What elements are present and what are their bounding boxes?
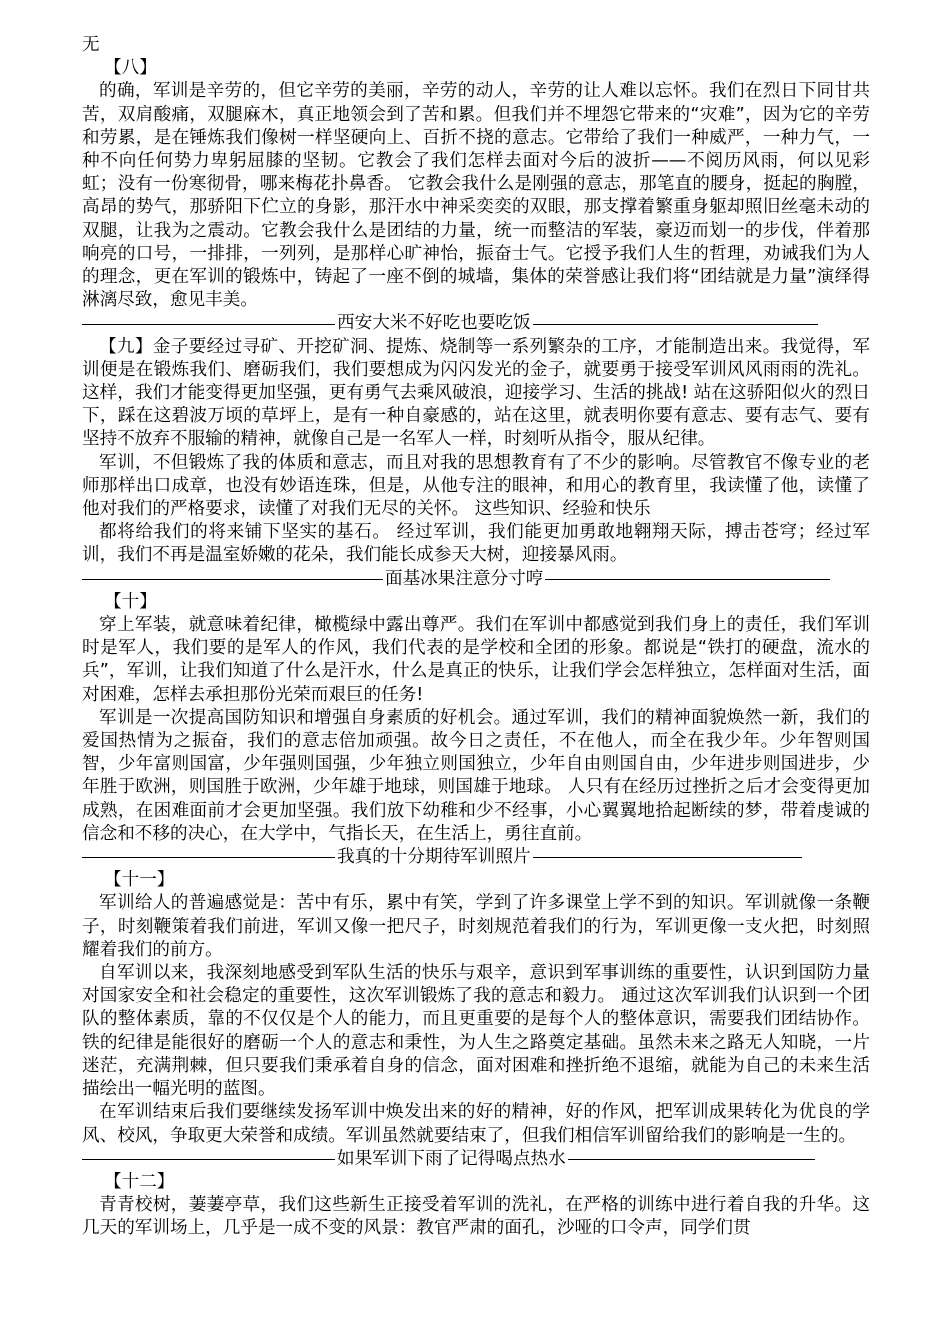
- section-12-heading: 【十二】: [104, 1171, 175, 1192]
- divider-4-text: 如果军训下雨了记得喝点热水: [337, 1148, 566, 1169]
- divider-rule-right: [568, 1159, 815, 1160]
- section-9-paragraph-2: 军训，不但锻炼了我的体质和意志，而且对我的思想教育有了不少的影响。尽管教官不像专业的老师那样出口成章，也没有妙语连珠，但是，从他专注的眼神，和用心的教育里，我读懂了他，读懂了他对我们的严格要求，读懂了对我们无尽的关怀。 这些知识、经验和快乐: [82, 452, 870, 520]
- divider-3: [82, 846, 870, 869]
- section-9-paragraph-1: 金子要经过寻矿、开挖矿洞、提炼、烧制等一系列繁杂的工序，才能制造出来。我觉得，军训便是在锻炼我们、磨砺我们，我们要想成为闪闪发光的金子，就要勇于接受军训风风雨雨的洗礼。这样，我们才能变得更加坚强，更有勇气去乘风破浪，迎接学习、生活的挑战! 站在这骄阳似火的烈日下，踩在这碧波万顷的草坪上，是有一种自豪感的，站在这里，就表明你要有意志、要有志气、要有坚持不放弃不服输的精神，就像自己是一名军人一样，时刻听从指令，服从纪律。: [82, 336, 870, 450]
- section-11-paragraph-2: 自军训以来，我深刻地感受到军队生活的快乐与艰辛，意识到军事训练的重要性，认识到国防力量对国家安全和社会稳定的重要性，这次军训锻炼了我的意志和毅力。 通过这次军训我们认识到一个团队的整体素质，靠的不仅仅是个人的能力，而且更重要的是每个人的整体意识，需要我们团结协作。 铁的纪律是能很好的磨砺一个人的意志和秉性，为人生之路奠定基础。虽然未来之路无人知晓，一片迷茫，充满荆棘，但只要我们秉承着自身的信念，面对困难和挫折绝不退缩，就能为自己的未来生活描绘出一幅光明的蓝图。: [82, 963, 870, 1100]
- section-11-paragraph-3: 在军训结束后我们要继续发扬军训中焕发出来的好的精神，好的作风，把军训成果转化为优良的学风、校风，争取更大荣誉和成绩。军训虽然就要结束了，但我们相信军训留给我们的影响是一生的。: [82, 1102, 870, 1146]
- section-10-paragraph-2: 军训是一次提高国防知识和增强自身素质的好机会。通过军训，我们的精神面貌焕然一新，我们的爱国热情为之振奋，我们的意志倍加顽强。故今日之责任，不在他人，而全在我少年。少年智则国智，少年富则国富，少年强则国强，少年独立则国独立，少年自由则国自由，少年进步则国进步，少年胜于欧洲，则国胜于欧洲，少年雄于地球，则国雄于地球。 人只有在经历过挫折之后才会变得更加成熟，在困难面前才会更加坚强。我们放下幼稚和少不经事，小心翼翼地拾起断续的梦，带着虔诚的信念和不移的决心，在大学中，气指长天，在生活上，勇往直前。: [82, 707, 870, 844]
- divider-3-text: 我真的十分期待军训照片: [337, 847, 531, 868]
- divider-1-text: 西安大米不好吃也要吃饭: [337, 313, 531, 334]
- divider-1: [82, 312, 870, 335]
- divider-rule-right: [533, 857, 802, 858]
- section-9-paragraph-3: 都将给我们的将来铺下坚实的基石。 经过军训，我们能更加勇敢地翱翔天际，搏击苍穹；经过军训，我们不再是温室娇嫩的花朵，我们能长成参天大树，迎接暴风雨。: [82, 522, 870, 566]
- section-8-paragraph: 的确，军训是辛劳的，但它辛劳的美丽，辛劳的动人，辛劳的让人难以忘怀。我们在烈日下同甘共苦，双肩酸痛，双腿麻木，真正地领会到了苦和累。但我们并不埋怨它带来的“灾难”，因为它的辛劳和劳累，是在锤炼我们像树一样坚硬向上、百折不挠的意志。它带给了我们一种威严，一种力气，一种不向任何势力卑躬屈膝的坚韧。它教会了我们怎样去面对今后的波折——不阅历风雨，何以见彩虹；没有一份寒彻骨，哪来梅花扑鼻香。 它教会我什么是刚强的意志，那笔直的腰身，挺起的胸膛，高昂的势气，那骄阳下伫立的身影，那汗水中神采奕奕的双眼，那支撑着繁重身躯却照旧丝毫未动的双腿，让我为之震动。它教会我什么是团结的力量，统一而整洁的军装，豪迈而划一的步伐，伴着那响亮的口号，一排排，一列列，是那样心旷神怡，振奋士气。它授予我们人生的哲理，劝诫我们为人的理念，更在军训的锻炼中，铸起了一座不倒的城墙，集体的荣誉感让我们将“团结就是力量”演绎得淋漓尽致，愈见丰美。: [82, 81, 870, 311]
- section-9-block: [82, 336, 870, 452]
- section-11-paragraph-1: 军训给人的普遍感觉是：苦中有乐，累中有笑，学到了许多课堂上学不到的知识。军训就像一条鞭子，时刻鞭策着我们前进，军训又像一把尺子，时刻规范着我们的行为，军训更像一支火把，时刻照耀着我们的前方。: [82, 893, 870, 960]
- section-10-paragraph-1: 穿上军装，就意味着纪律，橄榄绿中露出尊严。我们在军训中都感觉到我们身上的责任，我们军训时是军人，我们要的是军人的作风，我们代表的是学校和全团的形象。都说是“铁打的硬盘，流水的兵”，军训，让我们知道了什么是汗水，什么是真正的快乐，让我们学会怎样独立，怎样面对生活，面对困难，怎样去承担那份光荣而艰巨的任务!: [82, 615, 870, 705]
- section-8-heading: 【八】: [104, 58, 157, 79]
- divider-rule-left: [82, 579, 383, 580]
- section-11-heading: 【十一】: [104, 870, 175, 891]
- divider-4: [82, 1148, 870, 1171]
- section-9-heading: 【九】: [99, 336, 153, 357]
- divider-rule-left: [82, 324, 335, 325]
- intro-word: 无: [82, 35, 100, 55]
- divider-rule-right: [533, 324, 818, 325]
- section-10-heading: 【十】: [104, 591, 157, 612]
- divider-2: [82, 568, 870, 591]
- divider-2-text: 面基冰果注意分寸哼: [385, 568, 544, 589]
- divider-rule-right: [545, 579, 830, 580]
- divider-rule-left: [82, 1159, 335, 1160]
- section-12-paragraph-1: 青青校树，萋萋亭草，我们这些新生正接受着军训的洗礼，在严格的训练中进行着自我的升华。这几天的军训场上，几乎是一成不变的风景：教官严肃的面孔，沙哑的口令声，同学们贯: [82, 1195, 870, 1239]
- document-page: [82, 34, 870, 1241]
- divider-rule-left: [82, 857, 335, 858]
